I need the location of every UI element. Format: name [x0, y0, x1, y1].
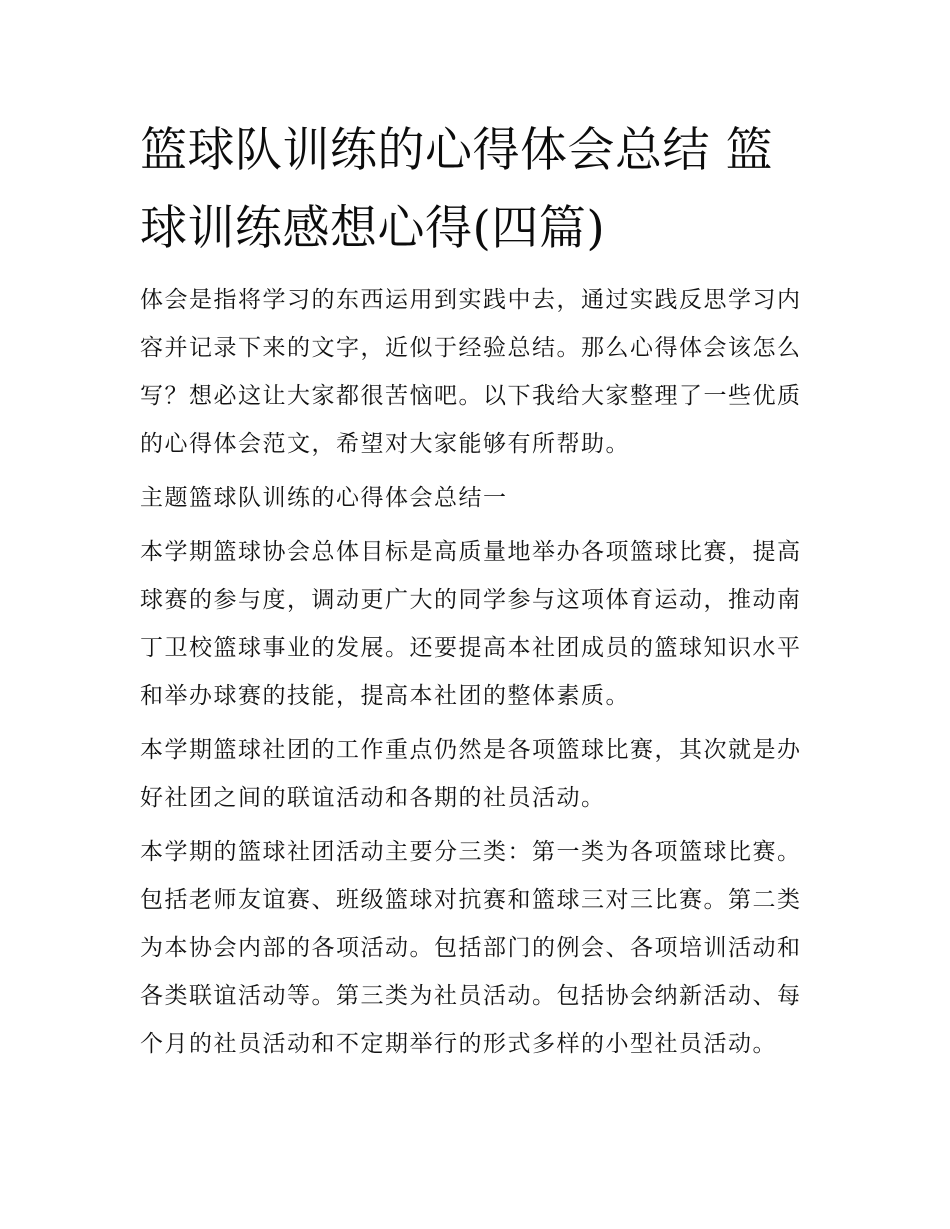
text-line: 包括老师友谊赛、班级篮球对抗赛和篮球三对三比赛。第二类 — [140, 887, 802, 913]
section-heading — [140, 474, 820, 522]
text-line: 本学期篮球协会总体目标是高质量地举办各项篮球比赛，提高 — [140, 539, 802, 565]
text-line: 本学期的篮球社团活动主要分三类：第一类为各项篮球比赛。 — [140, 839, 802, 865]
focus-paragraph — [140, 726, 820, 822]
text-line: 的心得体会范文，希望对大家能够有所帮助。 — [140, 431, 630, 457]
text-line: 体会是指将学习的东西运用到实践中去，通过实践反思学习内 — [140, 287, 802, 313]
text-line: 容并记录下来的文字，近似于经验总结。那么心得体会该怎么 — [140, 335, 802, 361]
text-line: 为本协会内部的各项活动。包括部门的例会、各项培训活动和 — [140, 935, 802, 961]
activities-paragraph — [140, 828, 820, 1068]
text-line: 主题篮球队训练的心得体会总结一 — [140, 485, 508, 511]
document-title — [140, 112, 820, 268]
text-line: 个月的社员活动和不定期举行的形式多样的小型社员活动。 — [140, 1031, 777, 1057]
text-line: 丁卫校篮球事业的发展。还要提高本社团成员的篮球知识水平 — [140, 635, 802, 661]
text-line: 写？想必这让大家都很苦恼吧。以下我给大家整理了一些优质 — [140, 383, 802, 409]
text-line: 本学期篮球社团的工作重点仍然是各项篮球比赛，其次就是办 — [140, 737, 802, 763]
intro-paragraph — [140, 276, 820, 468]
title-line: 篮球队训练的心得体会总结 篮 — [140, 123, 773, 178]
document-body — [140, 276, 820, 1074]
text-line: 好社团之间的联谊活动和各期的社员活动。 — [140, 785, 606, 811]
text-line: 和举办球赛的技能，提高本社团的整体素质。 — [140, 683, 630, 709]
title-line: 球训练感想心得(四篇) — [140, 201, 606, 256]
text-line: 球赛的参与度，调动更广大的同学参与这项体育运动，推动南 — [140, 587, 802, 613]
text-line: 各类联谊活动等。第三类为社员活动。包括协会纳新活动、每 — [140, 983, 802, 1009]
goal-paragraph — [140, 528, 820, 720]
